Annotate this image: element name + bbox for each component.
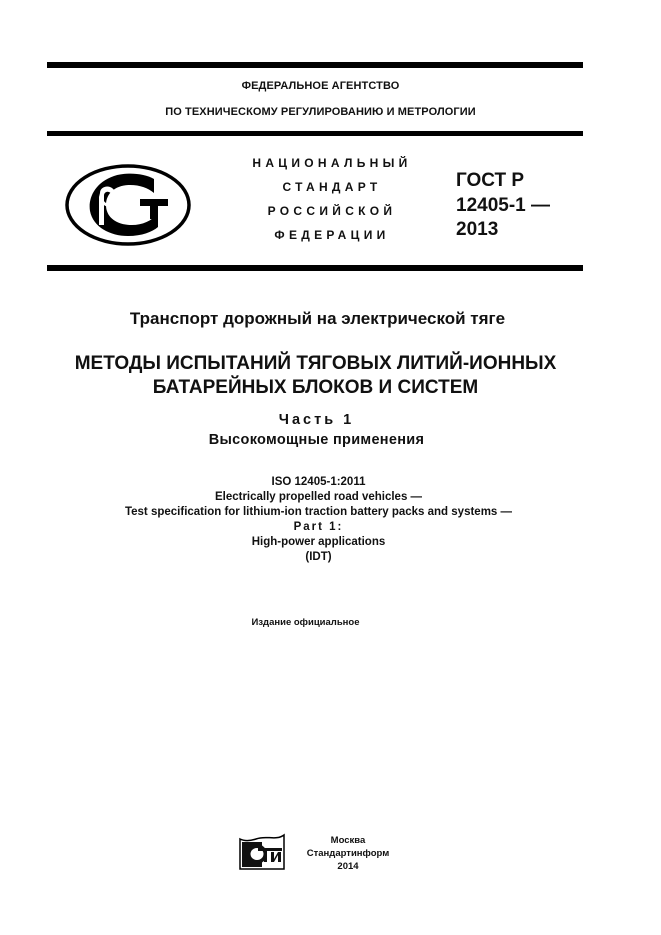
part-title: Высокомощные применения xyxy=(208,432,425,448)
part-label: Часть 1 xyxy=(278,412,355,428)
iso-equivalence: (IDT) xyxy=(305,551,332,563)
iso-part-text: Part 1: xyxy=(293,521,344,533)
bottom-rule xyxy=(47,265,583,271)
publisher-year: 2014 xyxy=(337,861,359,872)
standard-type-line-2: СТАНДАРТ xyxy=(282,180,382,194)
standard-type-line-4: ФЕДЕРАЦИИ xyxy=(274,228,390,242)
gost-r-logo-icon xyxy=(64,163,192,247)
publisher-city: Москва xyxy=(330,835,366,846)
document-title-line-1: МЕТОДЫ ИСПЫТАНИЙ ТЯГОВЫХ ЛИТИЙ-ИОННЫХ xyxy=(74,353,557,374)
gost-designation-line-3: 2013 xyxy=(456,219,499,240)
standard-type-line-1: НАЦИОНАЛЬНЫЙ xyxy=(252,156,412,170)
iso-title-line-1: Electrically propelled road vehicles — xyxy=(214,491,423,503)
agency-line-2: ПО ТЕХНИЧЕСКОМУ РЕГУЛИРОВАНИЮ И МЕТРОЛОГИИ xyxy=(165,106,476,118)
gost-designation-line-2: 12405-1 — xyxy=(456,195,551,216)
iso-part-title: High-power applications xyxy=(251,536,386,548)
middle-rule xyxy=(47,131,583,136)
agency-line-1: ФЕДЕРАЛЬНОЕ АГЕНТСТВО xyxy=(241,80,400,92)
publisher-name: Стандартинформ xyxy=(306,848,390,859)
publisher-info xyxy=(292,834,404,873)
document-title-line-2: БАТАРЕЙНЫХ БЛОКОВ И СИСТЕМ xyxy=(152,377,479,398)
iso-part-label xyxy=(0,520,649,536)
document-subject: Транспорт дорожный на электрической тяге xyxy=(129,309,506,328)
standartinform-logo-icon xyxy=(238,833,290,871)
top-rule xyxy=(47,62,583,68)
gost-designation-line-1: ГОСТ Р xyxy=(456,170,525,191)
iso-reference: ISO 12405-1:2011 xyxy=(271,476,366,488)
iso-title-line-2: Test specification for lithium-ion traction battery packs and systems — xyxy=(124,506,513,518)
standard-type-line-3: РОССИЙСКОЙ xyxy=(267,204,397,218)
edition-label: Издание официальное xyxy=(251,617,360,628)
